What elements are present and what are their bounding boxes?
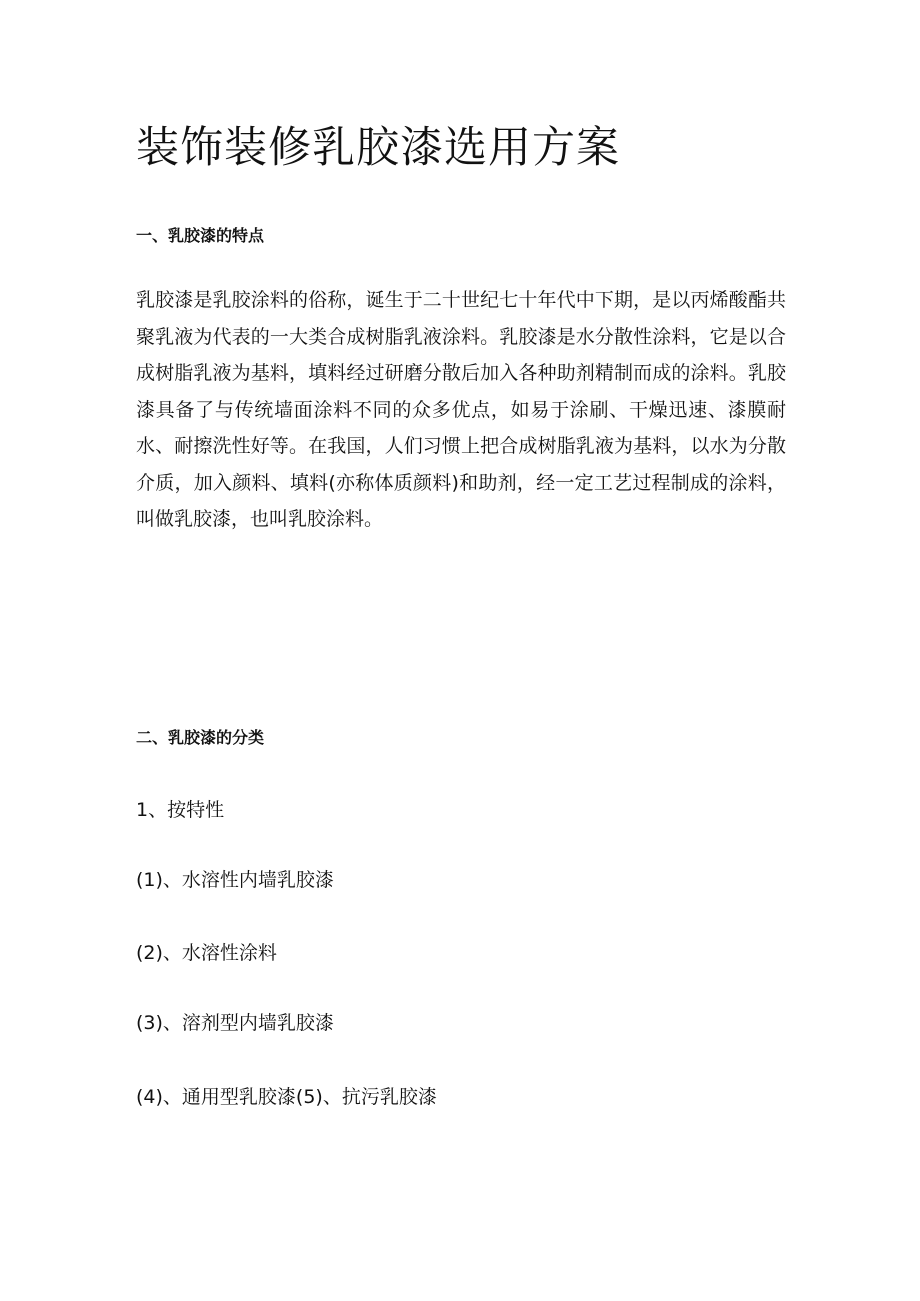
- section-heading-features: 一、乳胶漆的特点: [136, 226, 265, 245]
- list-item: (4)、通用型乳胶漆(5)、抗污乳胶漆: [136, 1086, 437, 1108]
- features-paragraph: 乳胶漆是乳胶涂料的俗称，诞生于二十世纪七十年代中下期，是以丙烯酸酯共聚乳液为代表的一大类合成树脂乳液涂料。乳胶漆是水分散性涂料，它是以合成树脂乳液为基料，填料经过研磨分散后加入各种助剂精制而成的涂料。乳胶漆具备了与传统墙面涂料不同的众多优点，如易于涂刷、干燥迅速、漆膜耐水、耐擦洗性好等。在我国，人们习惯上把合成树脂乳液为基料，以水为分散介质，加入颜料、填料(亦称体质颜料)和助剂，经一定工艺过程制成的涂料，叫做乳胶漆，也叫乳胶涂料。: [136, 289, 786, 530]
- section-heading-classification: 二、乳胶漆的分类: [136, 728, 265, 747]
- list-item: (2)、水溶性涂料: [136, 942, 277, 964]
- list-item: (3)、溶剂型内墙乳胶漆: [136, 1012, 334, 1034]
- list-item: (1)、水溶性内墙乳胶漆: [136, 869, 334, 891]
- document-title: 装饰装修乳胶漆选用方案: [136, 123, 620, 173]
- list-item: 1、按特性: [136, 799, 225, 821]
